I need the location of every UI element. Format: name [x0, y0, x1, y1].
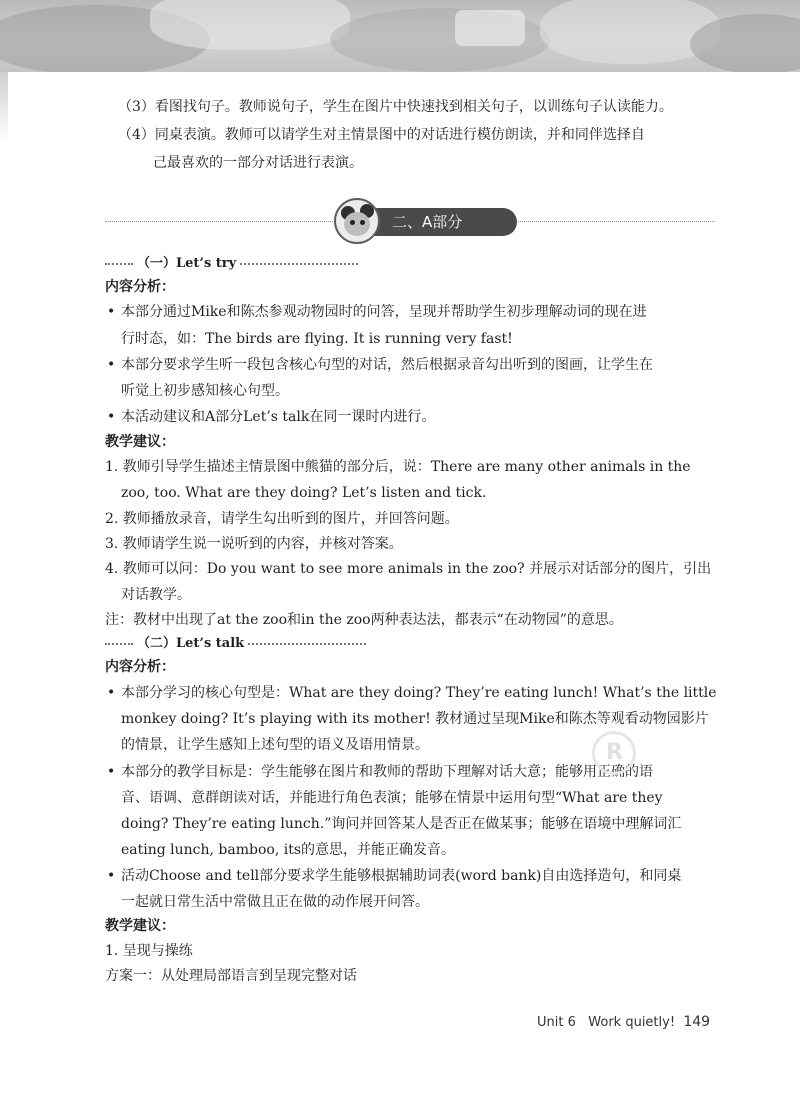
- talk-content-label: 内容分析：: [105, 659, 175, 675]
- header-banner-image: [0, 0, 800, 72]
- try-step-4-line-2: 对话教学。: [121, 587, 191, 603]
- bullet-dot: •: [107, 764, 116, 780]
- page-edge-shadow: [0, 72, 8, 142]
- lets-try-heading-text: （一）Let’s try: [137, 256, 237, 271]
- try-bullet-2-line-2: 听觉上初步感知核心句型。: [121, 383, 289, 399]
- page-footer: [537, 1012, 710, 1033]
- talk-plan-1: 方案一：从处理局部语言到呈现完整对话: [105, 968, 357, 984]
- watermark-letter: R: [606, 740, 623, 765]
- bullet-dot: •: [107, 685, 116, 701]
- try-content-label: 内容分析：: [105, 279, 175, 295]
- bullet-dot: •: [107, 304, 116, 320]
- talk-step-1: 1. 呈现与操练: [105, 943, 193, 959]
- footer-unit: Unit 6: [537, 1015, 576, 1030]
- try-bullet-1-line-2: 行时态，如：The birds are flying. It is running very fast!: [121, 331, 513, 347]
- try-step-4-line-1: 4. 教师可以问：Do you want to see more animals in the zoo? 并展示对话部分的图片，引出: [105, 561, 712, 577]
- talk-bullet-3-line-1: 活动Choose and tell部分要求学生能够根据辅助词表(word bank)自由选择造句，和同桌: [121, 868, 682, 884]
- try-bullet-2-line-1: 本部分要求学生听一段包含核心句型的对话，然后根据录音勾出听到的图画，让学生在: [121, 357, 653, 373]
- talk-bullet-1-line-1: 本部分学习的核心句型是：What are they doing? They’re eating lunch! What’s the little: [121, 685, 717, 701]
- talk-bullet-1-line-3: 的情景，让学生感知上述句型的语义及语用情景。: [121, 737, 429, 753]
- try-teach-label: 教学建议：: [105, 434, 175, 450]
- talk-bullet-2-line-1: 本部分的教学目标是：学生能够在图片和教师的帮助下理解对话大意；能够用正确的语: [121, 764, 653, 780]
- footer-title: Work quietly!: [588, 1015, 676, 1030]
- try-step-2: 2. 教师播放录音，请学生勾出听到的图片，并回答问题。: [105, 511, 459, 527]
- bullet-dot: •: [107, 409, 116, 425]
- try-step-3: 3. 教师请学生说一说听到的内容，并核对答案。: [105, 536, 403, 552]
- intro-item-4-cont: 己最喜欢的一部分对话进行表演。: [153, 155, 363, 171]
- try-step-1-line-1: 1. 教师引导学生描述主情景图中熊猫的部分后，说：There are many other animals in the: [105, 459, 691, 475]
- talk-bullet-2-line-4: eating lunch, bamboo, its的意思，并能正确发音。: [121, 842, 456, 858]
- lets-try-heading: [105, 254, 358, 274]
- lets-talk-heading: [105, 634, 366, 654]
- page-number: 149: [683, 1014, 711, 1030]
- talk-teach-label: 教学建议：: [105, 918, 175, 934]
- talk-bullet-2-line-3: doing? They’re eating lunch.”询问并回答某人是否正在做某事；能够在语境中理解词汇: [121, 816, 682, 832]
- section-title: 二、A部分: [392, 213, 463, 231]
- lets-talk-heading-text: （二）Let’s talk: [137, 636, 245, 651]
- talk-bullet-3-line-2: 一起就日常生活中常做且正在做的动作展开问答。: [121, 894, 429, 910]
- try-bullet-3: 本活动建议和A部分Let’s talk在同一课时内进行。: [121, 409, 436, 425]
- intro-item-4: （4）同桌表演。教师可以请学生对主情景图中的对话进行模仿朗读，并和同伴选择自: [118, 127, 645, 143]
- try-bullet-1-line-1: 本部分通过Mike和陈杰参观动物园时的问答，呈现并帮助学生初步理解动词的现在进: [121, 304, 647, 320]
- try-step-1-line-2: zoo, too. What are they doing? Let’s listen and tick.: [121, 485, 487, 501]
- bullet-dot: •: [107, 357, 116, 373]
- talk-bullet-2-line-2: 音、语调、意群朗读对话，并能进行角色表演；能够在情景中运用句型“What are they: [121, 790, 663, 806]
- bullet-dot: •: [107, 868, 116, 884]
- talk-bullet-1-line-2: monkey doing? It’s playing with its mother! 教材通过呈现Mike和陈杰等观看动物园影片: [121, 711, 709, 727]
- try-note: 注：教材中出现了at the zoo和in the zoo两种表达法，都表示“在动物园”的意思。: [105, 612, 623, 628]
- registered-watermark: [592, 731, 636, 775]
- panda-icon: [334, 198, 380, 244]
- intro-item-3: （3）看图找句子。教师说句子，学生在图片中快速找到相关句子，以训练句子认读能力。: [118, 99, 673, 115]
